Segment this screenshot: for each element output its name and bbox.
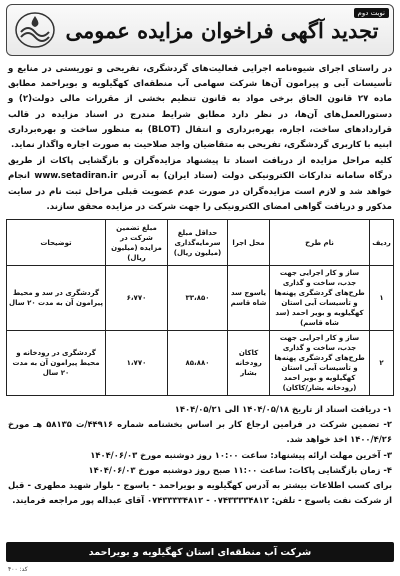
header-notes: توضیحات (7, 220, 106, 266)
cell-notes: گردشگری در سد و محیط پیرامون آن به مدت ۲۰ سال (7, 266, 106, 331)
cell-min-investment: ۳۳،۸۵۰ (168, 266, 228, 331)
ribbon-badge: نوبت دوم (354, 8, 389, 18)
cell-deposit: ۶،۷۷۰ (106, 266, 168, 331)
page-title: تجدید آگهی فراخوان مزایده عمومی (65, 17, 379, 43)
cell-project-name: ساز و کار اجرایی جهت جذب، ساخت و گذاری طرح‌های گردشگری پهنه‌ها و تأسیسات آبی استان کهگیلویه و بویر احمد (رودخانه بشار/کاکان) (270, 331, 370, 396)
header-min-investment: حداقل مبلغ سرمایه‌گذاری (میلیون ریال) (168, 220, 228, 266)
intro-paragraph-1: در راستای اجرای شیوه‌نامه اجرایی فعالیت‌های گردشگری، تفریحی و توریستی در منابع و تأسیسات آبی و پیرامون آن‌ها شرکت سهامی آب منطقه‌ای کهگیلویه و بویراحمد مطابق ماده ۲۷ قانون الحاق برخی مواد به قانون تنظیم بخشی از مقررات مالی دولت(۲) و دستورالعمل‌های آن‌ها، در نظر دارد مطابق شرایط مندرج در اسناد مزایده در قالب قراردادهای ساخت، اجاره، بهره‌برداری و انتقال (BLOT) به منظور ساخت و بهره‌برداری ابنیه با کاربری گردشگری، تفریحی به متقاضیان واجد صلاحیت به صورت اجاره واگذار نماید. (8, 64, 393, 151)
auction-table (6, 219, 394, 396)
note-5: برای کسب اطلاعات بیشتر به آدرس کهگیلویه و بویراحمد - یاسوج - بلوار شهید مطهری - قبل از شرکت نفت یاسوج - تلفن: ۰۷۴۳۳۳۳۴۸۱۲ - ۰۷۴۳۳۳۳۴۸۱۲ آقای عبداله پور مراجعه فرمایند. (8, 480, 392, 506)
table-header-row (7, 220, 394, 266)
cell-deposit: ۱،۷۷۰ (106, 331, 168, 396)
header-deposit: مبلغ تضمین شرکت در مزایده (میلیون ریال) (106, 220, 168, 266)
cell-project-name: ساز و کار اجرایی جهت جذب، ساخت و گذاری طرح‌های گردشگری پهنه‌ها و تأسیسات آبی استان کهگیلویه و بویر احمد (سد شاه قاسم) (270, 266, 370, 331)
footer-banner: شرکت آب منطقه‌ای استان کهگیلویه و بویراحمد (6, 542, 394, 562)
water-company-logo-icon (13, 10, 57, 50)
intro-text (6, 62, 394, 215)
note-3: ۳- آخرین مهلت ارائه پیشنهاد: ساعت ۱۰:۰۰ روز دوشنبه مورخ ۱۴۰۴/۰۶/۰۳ (90, 449, 392, 460)
header (6, 4, 394, 56)
note-4: ۴- زمان بازگشایی پاکات: ساعت ۱۱:۰۰ صبح روز دوشنبه مورخ ۱۴۰۴/۰۶/۰۳ (88, 464, 392, 475)
header-project-name: نام طرح (270, 220, 370, 266)
table-row (7, 331, 394, 396)
note-2: ۲- تضمین شرکت در فرامین ارجاع کار بر اساس بخشنامه شماره ۴۴۹۱۶/ت ۵۸۱۳۵ هـ مورخ ۱۴۰۰/۴/۲۶ اخذ خواهد شد. (8, 419, 393, 445)
cell-notes: گردشگری در رودخانه و محیط پیرامون آن به مدت ۲۰ سال (7, 331, 106, 396)
table-row (7, 266, 394, 331)
cell-row-number: ۱ (370, 266, 394, 331)
intro-paragraph-2: کلیه مراحل مزایده از دریافت اسناد تا پیشنهاد مزایده‌گران و بازگشایی پاکات از طریق درگاه سامانه تدارکات الکترونیکی دولت (ستاد ایران) به آدرس www.setadiran.ir انجام خواهد شد و لازم است مزایده‌گران در صورت عدم عضویت قبلی مراحل ثبت نام در سایت مذکور و دریافت گواهی امضای الکترونیکی را جهت شرکت در مزایده محقق سازند. (8, 156, 392, 212)
header-location: محل اجرا (228, 220, 270, 266)
cell-row-number: ۲ (370, 331, 394, 396)
ad-code: کد: ۴۰۰ (8, 566, 28, 573)
cell-min-investment: ۸۵،۸۸۰ (168, 331, 228, 396)
cell-location: کاکان رودخانه بشار (228, 331, 270, 396)
notes-section (6, 402, 394, 508)
note-1: ۱- دریافت اسناد از تاریخ ۱۴۰۴/۰۵/۱۸ الی ۱۴۰۴/۰۵/۲۱ (174, 404, 392, 415)
header-row-number: ردیف (370, 220, 394, 266)
cell-location: یاسوج سد شاه قاسم (228, 266, 270, 331)
